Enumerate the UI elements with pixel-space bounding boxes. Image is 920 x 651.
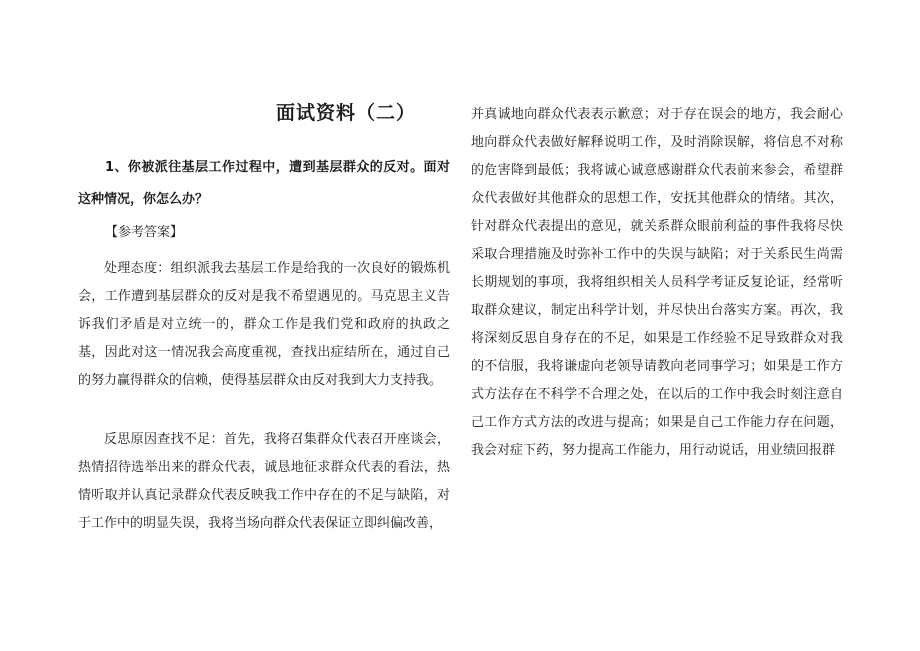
answer-paragraph-reflection: 反思原因查找不足：首先，我将召集群众代表召开座谈会，热情招待选举出来的群众代表，诚恳地征求群众代表的看法，热情听取并认真记录群众代表反映我工作中存在的不足与缺陷，对于工作中的明显失误，我将当场向群众代表保证立即纠偏改善， <box>78 432 450 531</box>
interview-question: 1、你被派往基层工作过程中，遭到基层群众的反对。面对这种情况，你怎么办？ <box>78 160 450 207</box>
answer-label: 【参考答案】 <box>105 225 184 240</box>
answer-paragraph-continued: 并真诚地向群众代表表示歉意；对于存在误会的地方，我会耐心地向群众代表做好解释说明工作，及时消除误解，将信息不对称的危害降到最低；我将诚心诚意感谢群众代表前来参会，希望群众代表做好其他群众的思想工作，安抚其他群众的情绪。其次，针对群众代表提出的意见，就关系群众眼前利益的事件我将尽快采取合理措施及时弥补工作中的失误与缺陷；对于关系民生尚需长期规划的事项，我将组织相关人员科学考证反复论证，经常听取群众建议，制定出科学计划，并尽快出台落实方案。再次，我将深刻反思自身存在的不足，如果是工作经验不足导致群众对我的不信服，我将谦虚向老领导请教向老同事学习；如果是工作方式方法存在不科学不合理之处，在以后的工作中我会时刻注意自己工作方式方法的改进与提高；如果是自己工作能力存在问题，我会对症下药，努力提高工作能力，用行动说话，用业绩回报群 <box>471 107 843 458</box>
document-title: 面试资料（二） <box>275 102 416 124</box>
answer-paragraph-attitude: 处理态度：组织派我去基层工作是给我的一次良好的锻炼机会，工作遭到基层群众的反对是我不希望遇见的。马克思主义告诉我们矛盾是对立统一的，群众工作是我们党和政府的执政之基，因此对这一情况我会高度重视，查找出症结所在，通过自己的努力赢得群众的信赖，使得基层群众由反对我到大力支持我。 <box>78 261 450 388</box>
